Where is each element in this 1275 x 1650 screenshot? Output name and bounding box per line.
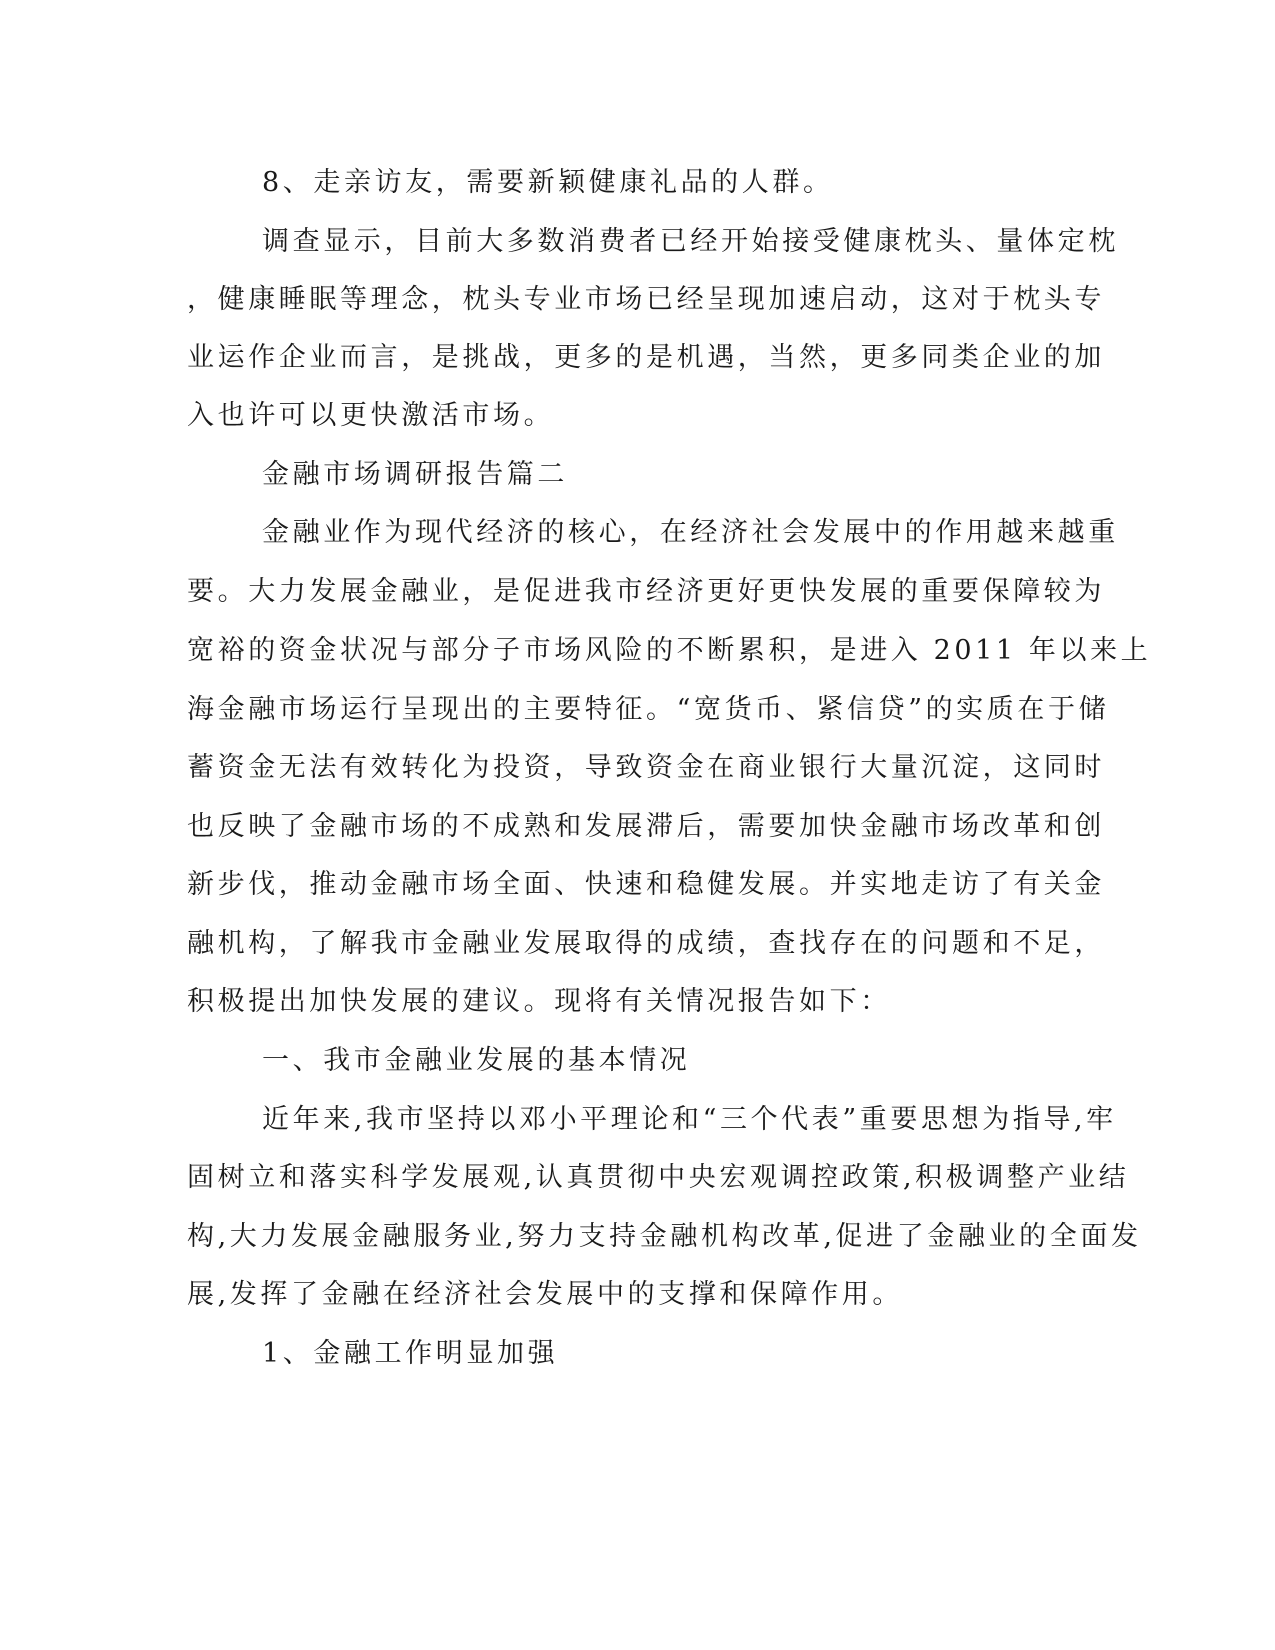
paragraph-recent-line-1: 近年来,我市坚持以邓小平理论和“三个代表”重要思想为指导,牢: [262, 1104, 1117, 1135]
paragraph-survey-line-3: 业运作企业而言，是挑战，更多的是机遇，当然，更多同类企业的加: [187, 342, 1105, 373]
subheading-1: 1、金融工作明显加强: [262, 1338, 559, 1369]
paragraph-survey-line-4: 入也许可以更快激活市场。: [187, 400, 555, 431]
subsection-title: 一、我市金融业发展的基本情况: [262, 1045, 691, 1076]
paragraph-finance-line-9: 积极提出加快发展的建议。现将有关情况报告如下：: [187, 986, 891, 1017]
list-item-8: 8、走亲访友，需要新颖健康礼品的人群。: [262, 167, 834, 198]
paragraph-recent-line-2: 固树立和落实科学发展观,认真贯彻中央宏观调控政策,积极调整产业结: [187, 1162, 1130, 1193]
paragraph-survey-line-1: 调查显示，目前大多数消费者已经开始接受健康枕头、量体定枕: [262, 226, 1119, 257]
paragraph-finance-line-8: 融机构，了解我市金融业发展取得的成绩，查找存在的问题和不足，: [187, 928, 1105, 959]
paragraph-finance-line-5: 蓄资金无法有效转化为投资，导致资金在商业银行大量沉淀，这同时: [187, 752, 1105, 783]
paragraph-survey-line-2: ，健康睡眠等理念，枕头专业市场已经呈现加速启动，这对于枕头专: [187, 284, 1105, 315]
paragraph-finance-line-6: 也反映了金融市场的不成熟和发展滞后，需要加快金融市场改革和创: [187, 811, 1105, 842]
paragraph-finance-line-7: 新步伐，推动金融市场全面、快速和稳健发展。并实地走访了有关金: [187, 869, 1105, 900]
paragraph-finance-line-1: 金融业作为现代经济的核心，在经济社会发展中的作用越来越重: [262, 517, 1119, 548]
paragraph-finance-line-3: 宽裕的资金状况与部分子市场风险的不断累积，是进入 2011 年以来上: [187, 635, 1152, 666]
paragraph-finance-line-2: 要。大力发展金融业，是促进我市经济更好更快发展的重要保障较为: [187, 576, 1105, 607]
paragraph-recent-line-4: 展,发挥了金融在经济社会发展中的支撑和保障作用。: [187, 1279, 903, 1310]
section-title: 金融市场调研报告篇二: [262, 459, 568, 490]
paragraph-recent-line-3: 构,大力发展金融服务业,努力支持金融机构改革,促进了金融业的全面发: [187, 1221, 1142, 1252]
paragraph-finance-line-4: 海金融市场运行呈现出的主要特征。“宽货币、紧信贷”的实质在于储: [187, 694, 1110, 725]
